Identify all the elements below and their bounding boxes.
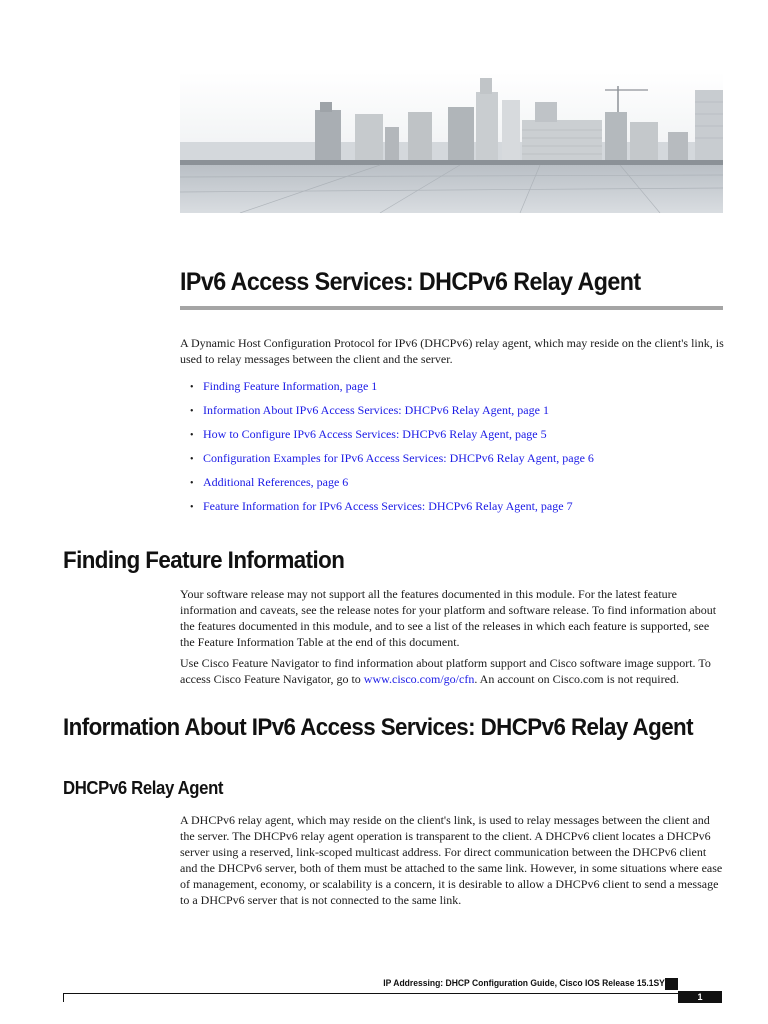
subsection-heading-dhcpv6-relay-agent: DHCPv6 Relay Agent (63, 778, 224, 798)
header-banner-image (180, 72, 723, 213)
section-heading-finding-feature-information: Finding Feature Information (63, 547, 345, 574)
section-heading-information-about: Information About IPv6 Access Services: DHCPv6 Relay Agent (63, 714, 694, 741)
intro-paragraph: A Dynamic Host Configuration Protocol for IPv6 (DHCPv6) relay agent, which may reside on the client's link, is used to relay messages between the client and the server. (180, 336, 724, 366)
footer-marker (665, 978, 678, 990)
toc-item (190, 498, 594, 522)
table-of-contents (190, 378, 594, 522)
bullet-icon: • (190, 478, 194, 489)
dhcpv6-relay-agent-paragraph: A DHCPv6 relay agent, which may reside on the client's link, is used to relay messages between the client and the server. The DHCPv6 relay agent operation is transparent to the client. A DHCPv6 client locates a DHCPv6 server using a reserved, link-scoped multicast address. For direct communication between the DHCPv6 client and the DHCPv6 server, both of them must be attached to the same link. However, in some situations where ease of management, economy, or scalability is a concern, it is desirable to allow a DHCPv6 client to send a message to a DHCPv6 server that is not connected to the same link. (180, 813, 723, 907)
toc-item (190, 450, 594, 474)
toc-item (190, 402, 594, 426)
title-rule (180, 306, 723, 310)
toc-link-information-about[interactable]: Information About IPv6 Access Services: DHCPv6 Relay Agent, page 1 (203, 403, 549, 417)
cisco-cfn-link[interactable]: www.cisco.com/go/cfn (363, 672, 475, 686)
toc-link-configuration-examples[interactable]: Configuration Examples for IPv6 Access Services: DHCPv6 Relay Agent, page 6 (203, 451, 594, 465)
footer-rule (63, 993, 678, 994)
toc-link-how-to-configure[interactable]: How to Configure IPv6 Access Services: DHCPv6 Relay Agent, page 5 (203, 427, 547, 441)
toc-item (190, 426, 594, 450)
footer-rule-tick (63, 993, 64, 1002)
footer-book-title: IP Addressing: DHCP Configuration Guide, Cisco IOS Release 15.1SY (383, 978, 665, 989)
feature-navigator-text-after: . An account on Cisco.com is not required. (474, 672, 679, 686)
page-number: 1 (678, 991, 722, 1003)
toc-link-finding-feature-information[interactable]: Finding Feature Information, page 1 (203, 379, 378, 393)
feature-navigator-paragraph (180, 655, 725, 687)
toc-item (190, 378, 594, 402)
feature-navigator-text-before: Use Cisco Feature Navigator to find information about platform support and Cisco software image support. To access Cisco Feature Navigator, go to (180, 656, 711, 686)
bullet-icon: • (190, 406, 194, 417)
bullet-icon: • (190, 430, 194, 441)
page-title: IPv6 Access Services: DHCPv6 Relay Agent (180, 268, 641, 296)
finding-feature-paragraph: Your software release may not support all the features documented in this module. For the latest feature information and caveats, see the release notes for your platform and software release. To find information about the features documented in this module, and to see a list of the releases in which each feature is supported, see the Feature Information Table at the end of this document. (180, 587, 717, 649)
bullet-icon: • (190, 502, 194, 513)
bullet-icon: • (190, 382, 194, 393)
toc-item (190, 474, 594, 498)
toc-link-feature-information[interactable]: Feature Information for IPv6 Access Services: DHCPv6 Relay Agent, page 7 (203, 499, 573, 513)
bullet-icon: • (190, 454, 194, 465)
toc-link-additional-references[interactable]: Additional References, page 6 (203, 475, 349, 489)
